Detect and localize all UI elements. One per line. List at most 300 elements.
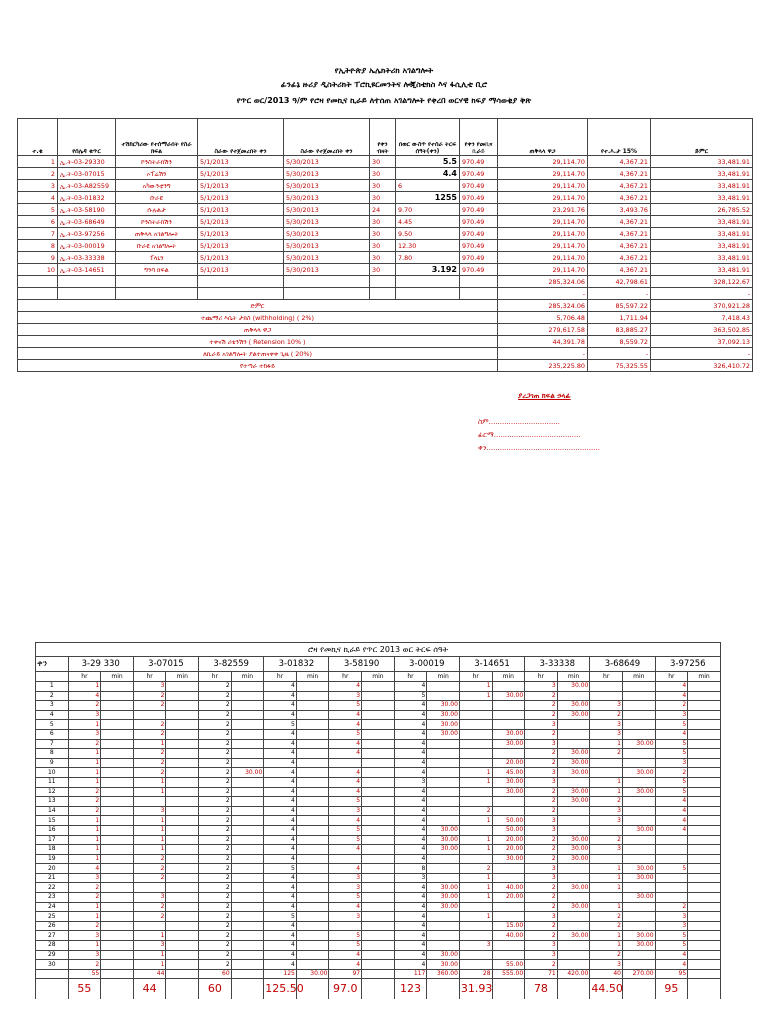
overtime-cell — [362, 749, 395, 759]
overtime-cell: 50.00 — [492, 825, 525, 835]
vehicle-header: 3-82559 — [199, 657, 264, 672]
overtime-cell: 4 — [264, 931, 297, 941]
day-number: 26 — [36, 921, 69, 931]
overtime: 6 — [396, 180, 460, 192]
total-cell — [362, 979, 395, 1000]
overtime-cell: 4 — [264, 941, 297, 951]
days: 24 — [370, 204, 396, 216]
overtime-cell — [101, 845, 134, 855]
total-cell: 60 — [199, 979, 232, 1000]
min-label: min — [622, 672, 655, 682]
sum-cell: 28 — [459, 969, 492, 979]
overtime-cell — [362, 758, 395, 768]
overtime-cell: 1 — [459, 883, 492, 893]
overtime-cell: 3 — [68, 710, 101, 720]
day-number: 24 — [36, 902, 69, 912]
overtime-cell: 5 — [329, 825, 362, 835]
overtime-cell — [101, 941, 134, 951]
overtime-cell: 4 — [394, 950, 427, 960]
overtime-cell: 2 — [199, 854, 232, 864]
plate-number: ኢ.ት-03-68649 — [58, 216, 116, 228]
plate-number: ኢ.ት-03-97256 — [58, 228, 116, 240]
overtime-cell: 2 — [525, 691, 558, 701]
overtime-cell — [362, 854, 395, 864]
overtime-cell: 1 — [459, 835, 492, 845]
overtime-cell — [296, 931, 329, 941]
overtime-cell: 20.00 — [492, 893, 525, 903]
day-number: 2 — [36, 691, 69, 701]
overtime-cell — [133, 883, 166, 893]
overtime-cell: 2 — [590, 710, 623, 720]
overtime-cell — [362, 950, 395, 960]
overtime-cell — [459, 720, 492, 730]
overtime-cell: 4 — [394, 912, 427, 922]
day-number: 11 — [36, 777, 69, 787]
end-date: 5/30/2013 — [284, 228, 370, 240]
overtime-cell — [622, 960, 655, 970]
summary-sum: 363,502.85 — [651, 324, 753, 336]
row-sum: 33,481.91 — [651, 180, 753, 192]
overtime-cell: 30.00 — [427, 845, 460, 855]
overtime-cell: 30.00 — [427, 710, 460, 720]
overtime-cell: 2 — [590, 797, 623, 807]
overtime-cell — [459, 701, 492, 711]
day-number: 29 — [36, 950, 69, 960]
overtime-cell — [688, 873, 721, 883]
overtime-cell — [427, 768, 460, 778]
overtime-cell — [166, 749, 199, 759]
overtime-cell — [362, 912, 395, 922]
overtime-cell: 4 — [264, 701, 297, 711]
table-row — [18, 240, 753, 252]
overtime-cell: 1 — [68, 902, 101, 912]
overtime-cell — [622, 816, 655, 826]
overtime-row — [36, 873, 721, 883]
payment-table — [17, 118, 753, 372]
overtime-cell — [166, 729, 199, 739]
overtime-cell: 4 — [68, 691, 101, 701]
overtime-cell: 2 — [133, 691, 166, 701]
plate-number: ኢ.ት-03-58190 — [58, 204, 116, 216]
overtime-cell: 3 — [459, 941, 492, 951]
overtime-cell: 1 — [68, 768, 101, 778]
min-label: min — [688, 672, 721, 682]
overtime-cell: 2 — [525, 710, 558, 720]
table-row — [18, 168, 753, 180]
overtime-cell: 4 — [394, 921, 427, 931]
overtime-cell — [166, 720, 199, 730]
overtime-cell: 2 — [525, 845, 558, 855]
overtime-cell — [622, 912, 655, 922]
total-cell: 97.0 — [329, 979, 362, 1000]
hr-label: hr — [329, 672, 362, 682]
col-rate: የቀን የመኪና ኪራይ — [460, 119, 498, 156]
overtime-cell: 30.00 — [557, 682, 590, 692]
overtime-cell — [166, 873, 199, 883]
sum-cell: 60 — [199, 969, 232, 979]
overtime-cell: 5 — [655, 739, 688, 749]
row-sum: 33,481.91 — [651, 192, 753, 204]
day-label: ቀን — [36, 657, 69, 672]
overtime-cell — [231, 912, 264, 922]
overtime-cell: 2 — [199, 883, 232, 893]
summary-sum: - — [651, 348, 753, 360]
day-number: 21 — [36, 873, 69, 883]
table-row — [18, 192, 753, 204]
overtime-cell: 30.00 — [557, 902, 590, 912]
total-price: 23,291.76 — [498, 204, 588, 216]
overtime-cell — [459, 825, 492, 835]
overtime-cell: 30.00 — [427, 835, 460, 845]
empty-cell — [116, 276, 198, 288]
sum-cell — [101, 969, 134, 979]
overtime-cell: 4 — [264, 845, 297, 855]
overtime-cell — [101, 729, 134, 739]
overtime-cell: 2 — [525, 883, 558, 893]
overtime-cell — [101, 931, 134, 941]
overtime-cell — [557, 941, 590, 951]
overtime-cell — [101, 921, 134, 931]
overtime-cell: 30.00 — [492, 739, 525, 749]
overtime-cell: 4 — [394, 720, 427, 730]
overtime-cell — [166, 950, 199, 960]
total-cell: 55 — [68, 979, 101, 1000]
overtime-cell — [492, 864, 525, 874]
plate-number: ኢ.ት-03-07015 — [58, 168, 116, 180]
overtime-cell — [459, 902, 492, 912]
overtime-cell — [166, 960, 199, 970]
overtime-cell: 2 — [68, 701, 101, 711]
overtime-cell — [688, 921, 721, 931]
form-title: የጥር ወር/2013 ዓ/ም የሮዛ የመኪና ኪራይ ለተሰጠ አገልግሎት የቀረበ ወርሃዊ ክፍያ ማሳወቂያ ቅጽ — [236, 96, 532, 105]
hr-label: hr — [655, 672, 688, 682]
overtime-cell: 4 — [329, 864, 362, 874]
overtime: 4.45 — [396, 216, 460, 228]
table-row — [18, 204, 753, 216]
overtime-cell — [296, 768, 329, 778]
overtime-cell: 3 — [525, 864, 558, 874]
overtime-cell: 3 — [68, 729, 101, 739]
overtime-cell — [655, 893, 688, 903]
overtime-cell: 1 — [590, 941, 623, 951]
total-cell: 78 — [525, 979, 558, 1000]
overtime-cell: 2 — [133, 720, 166, 730]
overtime-cell — [231, 845, 264, 855]
overtime-cell — [231, 787, 264, 797]
overtime: 9.50 — [396, 228, 460, 240]
total-cell — [688, 979, 721, 1000]
overtime-cell — [492, 701, 525, 711]
overtime-cell — [166, 883, 199, 893]
overtime-cell — [688, 902, 721, 912]
overtime-cell — [557, 950, 590, 960]
overtime-cell — [688, 797, 721, 807]
empty-cell — [198, 288, 284, 300]
overtime-cell: 1 — [590, 864, 623, 874]
summary-label: ድምር — [18, 300, 498, 312]
day-number: 22 — [36, 883, 69, 893]
overtime-cell: 5 — [329, 893, 362, 903]
overtime-cell — [622, 710, 655, 720]
overtime-cell — [492, 912, 525, 922]
summary-vat: 1,711.94 — [588, 312, 651, 324]
overtime-cell: 2 — [525, 806, 558, 816]
overtime-cell — [166, 921, 199, 931]
overtime-cell: 5 — [329, 931, 362, 941]
overtime-cell — [133, 710, 166, 720]
sum-cell — [688, 969, 721, 979]
overtime-cell: 3 — [329, 912, 362, 922]
overtime-row — [36, 893, 721, 903]
overtime-cell: 3 — [525, 825, 558, 835]
overtime-cell: 3 — [590, 720, 623, 730]
overtime-cell — [655, 835, 688, 845]
overtime-cell — [622, 701, 655, 711]
overtime-cell — [166, 739, 199, 749]
overtime-cell: 30.00 — [622, 873, 655, 883]
overtime-cell — [101, 701, 134, 711]
overtime-cell — [362, 941, 395, 951]
end-date: 5/30/2013 — [284, 240, 370, 252]
overtime-cell — [166, 845, 199, 855]
start-date: 5/1/2013 — [198, 204, 284, 216]
overtime-cell — [688, 825, 721, 835]
overtime-cell: 2 — [525, 758, 558, 768]
sum-cell — [362, 969, 395, 979]
daily-rate: 970.49 — [460, 204, 498, 216]
overtime-cell — [296, 691, 329, 701]
overtime-cell: 2 — [459, 806, 492, 816]
overtime-cell: 2 — [525, 902, 558, 912]
overtime-cell: 1 — [459, 873, 492, 883]
overtime-cell: 30.00 — [492, 787, 525, 797]
overtime-cell: 40.00 — [492, 931, 525, 941]
overtime-cell: 2 — [68, 739, 101, 749]
overtime-cell: 5 — [655, 864, 688, 874]
overtime-cell: 1 — [133, 739, 166, 749]
vat: 3,493.76 — [588, 204, 651, 216]
day-number: 30 — [36, 960, 69, 970]
overtime-cell — [688, 960, 721, 970]
empty-cell — [396, 276, 460, 288]
sum-cell: 71 — [525, 969, 558, 979]
row-sum: 33,481.91 — [651, 252, 753, 264]
row-number: 8 — [18, 240, 58, 252]
overtime-cell: 2 — [199, 941, 232, 951]
overtime-cell: 2 — [199, 739, 232, 749]
overtime-cell: 4 — [394, 701, 427, 711]
overtime-cell — [231, 739, 264, 749]
hr-label: hr — [525, 672, 558, 682]
day-number: 14 — [36, 806, 69, 816]
overtime: 12.30 — [396, 240, 460, 252]
daily-rate: 970.49 — [460, 180, 498, 192]
overtime-cell — [557, 825, 590, 835]
overtime-cell — [296, 816, 329, 826]
overtime-cell: 4 — [655, 825, 688, 835]
overtime-cell — [133, 797, 166, 807]
overtime-cell — [557, 806, 590, 816]
overtime-cell: 4 — [264, 749, 297, 759]
department: ፐላኒን — [116, 252, 198, 264]
overtime-cell: 15.00 — [492, 921, 525, 931]
overtime-cell — [296, 749, 329, 759]
overtime-cell — [427, 691, 460, 701]
overtime-cell: 2 — [199, 893, 232, 903]
overtime-cell: 55.00 — [492, 960, 525, 970]
overtime-cell — [688, 720, 721, 730]
overtime-cell: 2 — [590, 912, 623, 922]
overtime-cell — [231, 816, 264, 826]
overtime-cell: 8 — [394, 864, 427, 874]
overtime-cell — [688, 691, 721, 701]
overtime-row — [36, 787, 721, 797]
overtime-cell — [296, 854, 329, 864]
overtime-cell — [622, 921, 655, 931]
days: 30 — [370, 252, 396, 264]
overtime-cell: 4 — [264, 777, 297, 787]
overtime-cell — [427, 912, 460, 922]
overtime-cell — [231, 960, 264, 970]
department: ኮንስትራክሽን — [116, 156, 198, 168]
vehicle-header: 3-97256 — [655, 657, 720, 672]
overtime-cell: 4 — [394, 883, 427, 893]
overtime-cell — [459, 729, 492, 739]
overtime-cell — [459, 950, 492, 960]
overtime-cell: 4 — [394, 797, 427, 807]
overtime-cell: 4 — [394, 931, 427, 941]
overtime-cell — [688, 806, 721, 816]
overtime-cell — [101, 864, 134, 874]
vat: 4,367.21 — [588, 168, 651, 180]
overtime-cell: 3 — [590, 806, 623, 816]
sum-cell: 95 — [655, 969, 688, 979]
overtime-cell: 3 — [525, 739, 558, 749]
overtime-cell — [557, 864, 590, 874]
overtime-cell: 2 — [133, 873, 166, 883]
overtime-cell: 3 — [590, 845, 623, 855]
overtime-cell — [622, 749, 655, 759]
table-row — [18, 180, 753, 192]
row-sum: 33,481.91 — [651, 228, 753, 240]
overtime-cell: 1 — [133, 931, 166, 941]
overtime-cell — [492, 941, 525, 951]
sum-cell — [36, 969, 69, 979]
overtime-cell: 3 — [525, 682, 558, 692]
row-sum: 26,785.52 — [651, 204, 753, 216]
vehicle-header: 3-01832 — [264, 657, 329, 672]
overtime-sum-row — [36, 969, 721, 979]
overtime-cell — [362, 825, 395, 835]
day-number: 19 — [36, 854, 69, 864]
overtime-cell — [427, 931, 460, 941]
overtime-cell — [557, 691, 590, 701]
overtime-cell — [362, 691, 395, 701]
overtime-cell — [296, 873, 329, 883]
day-number: 6 — [36, 729, 69, 739]
overtime-cell: 2 — [133, 768, 166, 778]
overtime-cell: 3 — [525, 816, 558, 826]
overtime-row — [36, 854, 721, 864]
overtime-cell — [655, 883, 688, 893]
overtime-cell — [101, 825, 134, 835]
overtime-cell: 2 — [525, 931, 558, 941]
row-number: 10 — [18, 264, 58, 276]
row-number: 2 — [18, 168, 58, 180]
overtime-cell — [622, 682, 655, 692]
total-cell — [492, 979, 525, 1000]
overtime-cell — [492, 749, 525, 759]
overtime-cell — [166, 797, 199, 807]
overtime-cell: 1 — [459, 768, 492, 778]
overtime-cell — [688, 749, 721, 759]
overtime-cell: 30.00 — [622, 864, 655, 874]
overtime-row — [36, 902, 721, 912]
summary-row — [18, 360, 753, 372]
overtime-cell: 30.00 — [622, 931, 655, 941]
overtime-cell — [622, 691, 655, 701]
overtime-cell — [101, 787, 134, 797]
overtime-cell — [427, 682, 460, 692]
overtime-cell: 2 — [525, 835, 558, 845]
days: 30 — [370, 168, 396, 180]
overtime-row — [36, 701, 721, 711]
start-date: 5/1/2013 — [198, 240, 284, 252]
overtime-cell — [166, 835, 199, 845]
overtime-cell — [296, 787, 329, 797]
overtime-cell: 3 — [525, 950, 558, 960]
overtime-cell: 3 — [394, 873, 427, 883]
overtime-cell: 4 — [329, 682, 362, 692]
end-date: 5/30/2013 — [284, 264, 370, 276]
days: 30 — [370, 228, 396, 240]
daily-rate: 970.49 — [460, 228, 498, 240]
daily-rate: 970.49 — [460, 216, 498, 228]
overtime-cell — [362, 777, 395, 787]
overtime-cell: 30.00 — [622, 739, 655, 749]
overtime-cell: 2 — [199, 825, 232, 835]
overtime-row — [36, 797, 721, 807]
overtime-cell — [459, 854, 492, 864]
col-vat: የተ.እ.ታ 15% — [588, 119, 651, 156]
overtime-cell — [296, 729, 329, 739]
overtime-cell — [362, 931, 395, 941]
vat: 4,367.21 — [588, 180, 651, 192]
overtime-cell — [459, 960, 492, 970]
empty-cell — [18, 276, 58, 288]
start-date: 5/1/2013 — [198, 216, 284, 228]
overtime-cell — [296, 950, 329, 960]
overtime-cell — [427, 777, 460, 787]
overtime-cell: 4 — [394, 710, 427, 720]
overtime-cell: 2 — [525, 749, 558, 759]
overtime-cell — [166, 816, 199, 826]
summary-label: ለኪራይ አገልግሎት ያልተጠናቀቀ ጊዜ ( 20%) — [18, 348, 498, 360]
vehicle-header: 3-33338 — [525, 657, 590, 672]
overtime-cell: 1 — [590, 883, 623, 893]
vat: 4,367.21 — [588, 156, 651, 168]
overtime-cell: 30.00 — [557, 787, 590, 797]
overtime-cell: 1 — [590, 873, 623, 883]
overtime-cell — [427, 921, 460, 931]
vat: 4,367.21 — [588, 252, 651, 264]
day-number: 7 — [36, 739, 69, 749]
overtime: 9.70 — [396, 204, 460, 216]
hr-label: hr — [68, 672, 101, 682]
day-number: 8 — [36, 749, 69, 759]
overtime-row — [36, 739, 721, 749]
overtime-cell — [622, 777, 655, 787]
